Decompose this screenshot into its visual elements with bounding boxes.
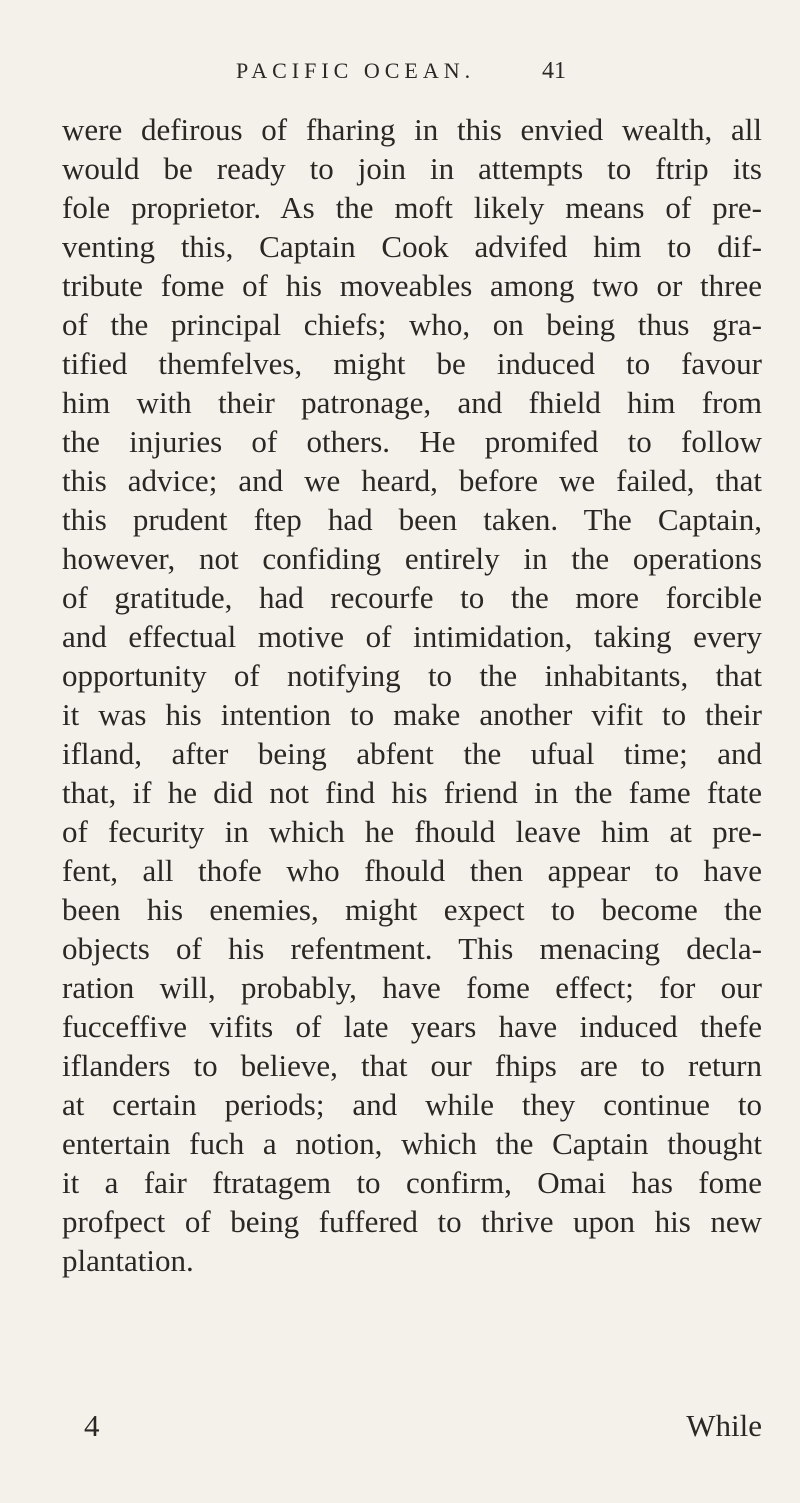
text-line: been his enemies, might expect to become the: [62, 892, 762, 927]
page-footer: [62, 1406, 762, 1445]
text-line: ration will, probably, have fome effect; for our: [62, 970, 762, 1005]
running-title: PACIFIC OCEAN.: [236, 58, 476, 83]
text-line: profpect of being fuffered to thrive upon his new: [62, 1204, 762, 1239]
signature-mark: 4: [84, 1408, 100, 1443]
running-head: [236, 58, 566, 85]
text-line: and effectual motive of intimidation, taking every: [62, 619, 762, 654]
text-line: of the principal chiefs; who, on being thus gra-: [62, 307, 762, 342]
text-line: fole proprietor. As the moft likely means of pre-: [62, 190, 762, 225]
text-line: tified themfelves, might be induced to favour: [62, 346, 762, 381]
text-line: entertain fuch a notion, which the Captain thought: [62, 1126, 762, 1161]
text-line: him with their patronage, and fhield him from: [62, 385, 762, 420]
text-line: fucceffive vifits of late years have induced thefe: [62, 1009, 762, 1044]
text-line: of fecurity in which he fhould leave him at pre-: [62, 814, 762, 849]
text-line: opportunity of notifying to the inhabitants, that: [62, 658, 762, 693]
text-line: objects of his refentment. This menacing decla-: [62, 931, 762, 966]
text-line: however, not confiding entirely in the operations: [62, 541, 762, 576]
text-line: ifland, after being abfent the ufual time; and: [62, 736, 762, 771]
text-line: iflanders to believe, that our fhips are to return: [62, 1048, 762, 1083]
text-line: this advice; and we heard, before we failed, that: [62, 463, 762, 498]
text-line-last: plantation.: [62, 1243, 194, 1278]
text-line: fent, all thofe who fhould then appear to have: [62, 853, 762, 888]
text-line: were defirous of fharing in this envied wealth, all: [62, 112, 762, 147]
text-line: the injuries of others. He promifed to follow: [62, 424, 762, 459]
text-line: of gratitude, had recourfe to the more forcible: [62, 580, 762, 615]
text-line: venting this, Captain Cook advifed him to dif-: [62, 229, 762, 264]
text-line: at certain periods; and while they continue to: [62, 1087, 762, 1122]
catchword: While: [686, 1408, 762, 1443]
body-text: [62, 110, 762, 1280]
text-line: tribute fome of his moveables among two or three: [62, 268, 762, 303]
text-line: it was his intention to make another vifit to their: [62, 697, 762, 732]
text-line: it a fair ftratagem to confirm, Omai has fome: [62, 1165, 762, 1200]
text-line: would be ready to join in attempts to ftrip its: [62, 151, 762, 186]
text-line: that, if he did not find his friend in the fame ftate: [62, 775, 762, 810]
page-number: 41: [542, 58, 566, 84]
text-line: this prudent ftep had been taken. The Captain,: [62, 502, 762, 537]
